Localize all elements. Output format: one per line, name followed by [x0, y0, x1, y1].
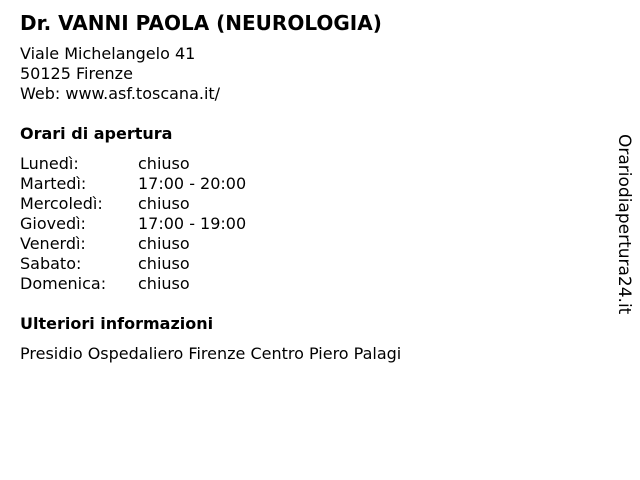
hours-time: chiuso — [138, 154, 190, 173]
hours-time: 17:00 - 19:00 — [138, 214, 247, 233]
page-title: Dr. VANNI PAOLA (NEUROLOGIA) — [20, 11, 382, 35]
hours-time: chiuso — [138, 274, 190, 293]
hours-day: Venerdì: — [20, 234, 86, 253]
hours-time: chiuso — [138, 254, 190, 273]
hours-time: 17:00 - 20:00 — [138, 174, 247, 193]
hours-day: Mercoledì: — [20, 194, 103, 213]
hours-day: Lunedì: — [20, 154, 79, 173]
address-city: 50125 Firenze — [20, 64, 133, 83]
hours-day: Martedì: — [20, 174, 87, 193]
hours-time: chiuso — [138, 234, 190, 253]
address-street: Viale Michelangelo 41 — [20, 44, 196, 63]
address-block — [20, 44, 220, 104]
hours-day: Sabato: — [20, 254, 82, 273]
further-info-text: Presidio Ospedaliero Firenze Centro Piero Palagi — [20, 344, 402, 363]
opening-hours-heading: Orari di apertura — [20, 124, 173, 143]
hours-day: Giovedì: — [20, 214, 86, 233]
address-web: Web: www.asf.toscana.it/ — [20, 84, 221, 103]
further-info-heading: Ulteriori informazioni — [20, 314, 214, 333]
site-watermark: Orariodiapertura24.it — [614, 134, 634, 315]
hours-day: Domenica: — [20, 274, 107, 293]
hours-time: chiuso — [138, 194, 190, 213]
